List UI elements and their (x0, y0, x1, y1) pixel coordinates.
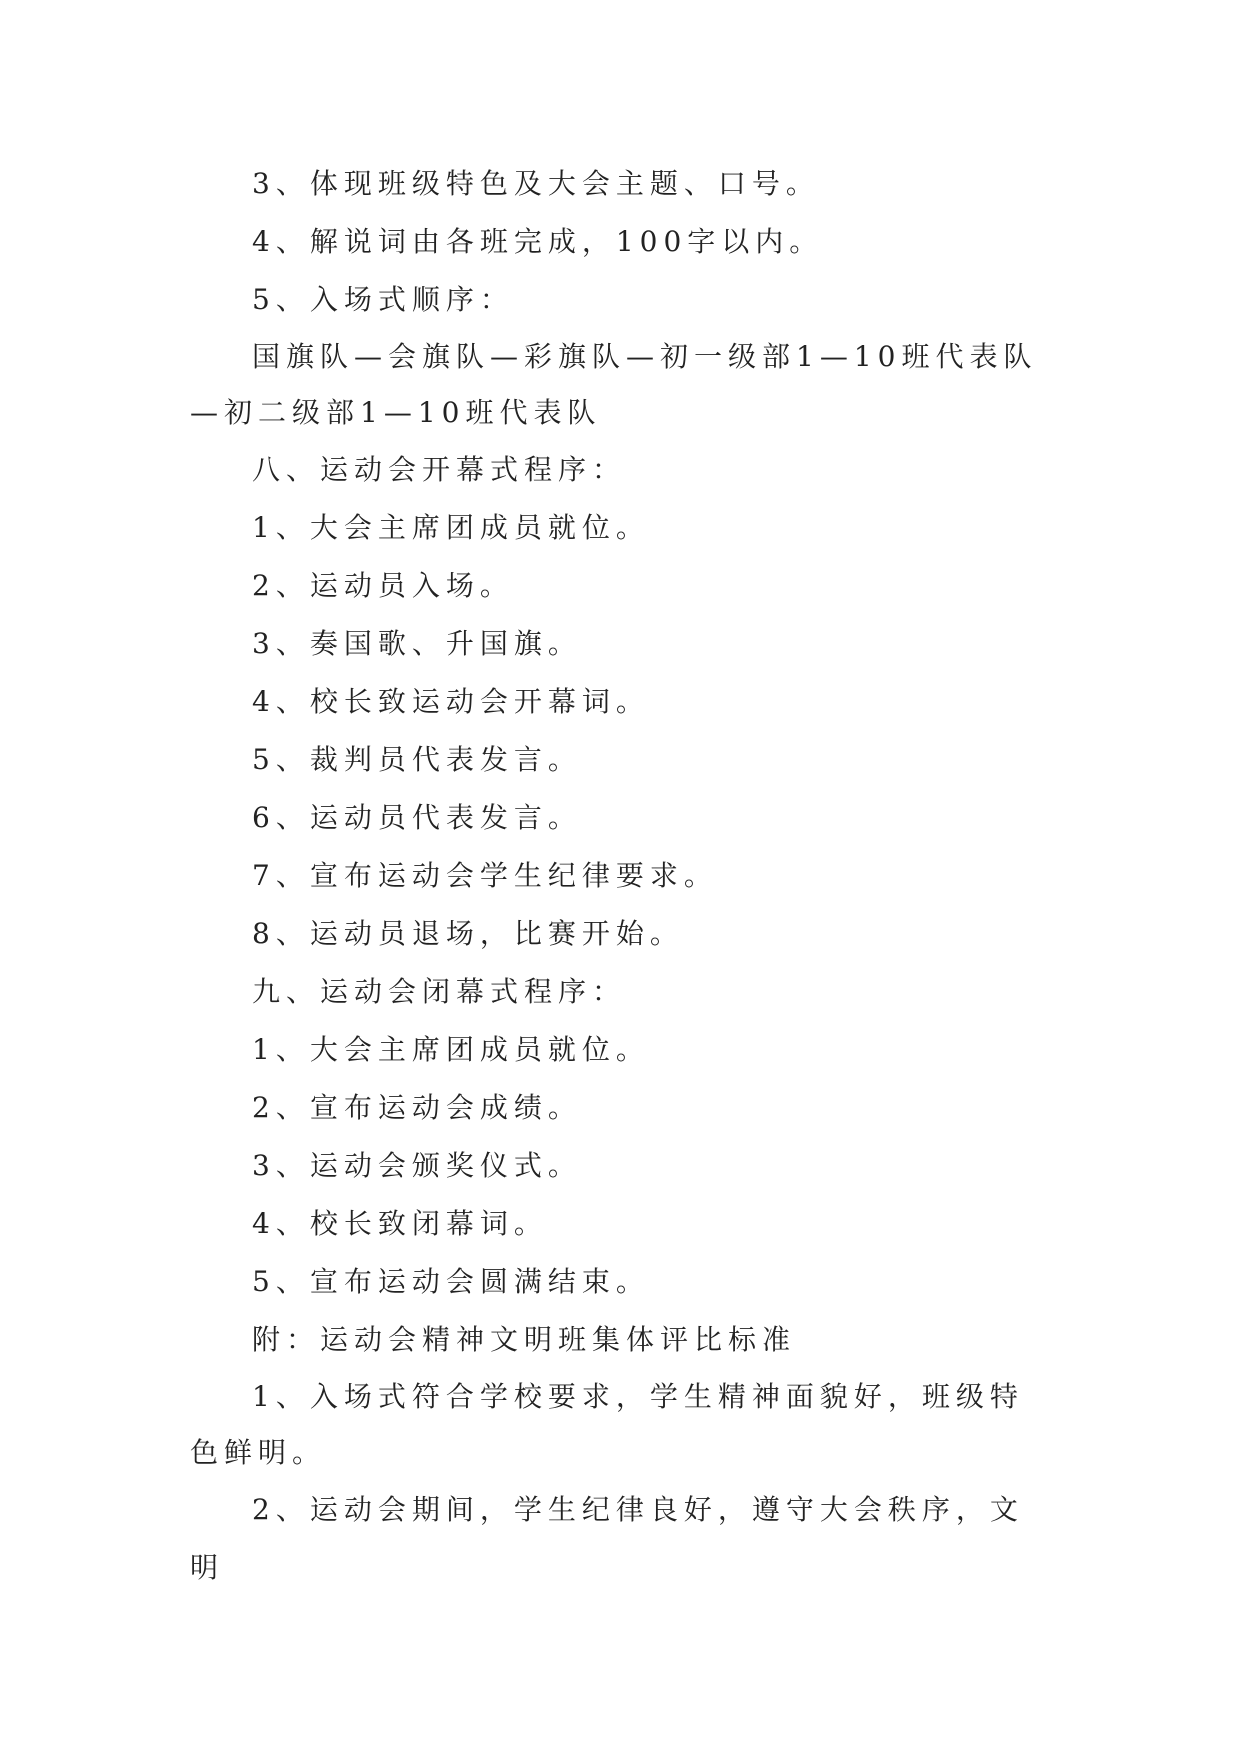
paragraph-commentary: 4、解说词由各班完成，100字以内。 (252, 225, 824, 258)
list-item: 1、入场式符合学校要求，学生精神面貌好，班级特色鲜明。 (190, 1380, 1024, 1469)
list-item: 2、运动会期间，学生纪律良好，遵守大会秩序，文明 (190, 1493, 1024, 1584)
list-item: 8、运动员退场，比赛开始。 (252, 917, 684, 950)
document-page (190, 155, 1050, 1597)
list-item: 6、运动员代表发言。 (252, 801, 582, 834)
section-heading-closing-ceremony: 九、运动会闭幕式程序： (252, 975, 627, 1008)
paragraph-slogan: 3、体现班级特色及大会主题、口号。 (252, 167, 820, 200)
list-item: 1、大会主席团成员就位。 (252, 1033, 650, 1066)
list-item: 2、运动员入场。 (252, 569, 514, 602)
paragraph-entrance-order: 国旗队—会旗队—彩旗队—初一级部1—10班代表队—初二级部1—10班代表队 (190, 340, 1038, 429)
list-item: 7、宣布运动会学生纪律要求。 (252, 859, 718, 892)
list-item: 2、宣布运动会成绩。 (252, 1091, 582, 1124)
list-item: 5、宣布运动会圆满结束。 (252, 1265, 650, 1298)
appendix-heading: 附：运动会精神文明班集体评比标准 (252, 1323, 797, 1356)
list-item: 4、校长致闭幕词。 (252, 1207, 548, 1240)
list-item: 4、校长致运动会开幕词。 (252, 685, 650, 718)
section-heading-opening-ceremony: 八、运动会开幕式程序： (252, 453, 627, 486)
paragraph-entrance-order-heading: 5、入场式顺序： (252, 283, 514, 316)
list-item: 1、大会主席团成员就位。 (252, 511, 650, 544)
list-item: 5、裁判员代表发言。 (252, 743, 582, 776)
list-item: 3、运动会颁奖仪式。 (252, 1149, 582, 1182)
list-item: 3、奏国歌、升国旗。 (252, 627, 582, 660)
